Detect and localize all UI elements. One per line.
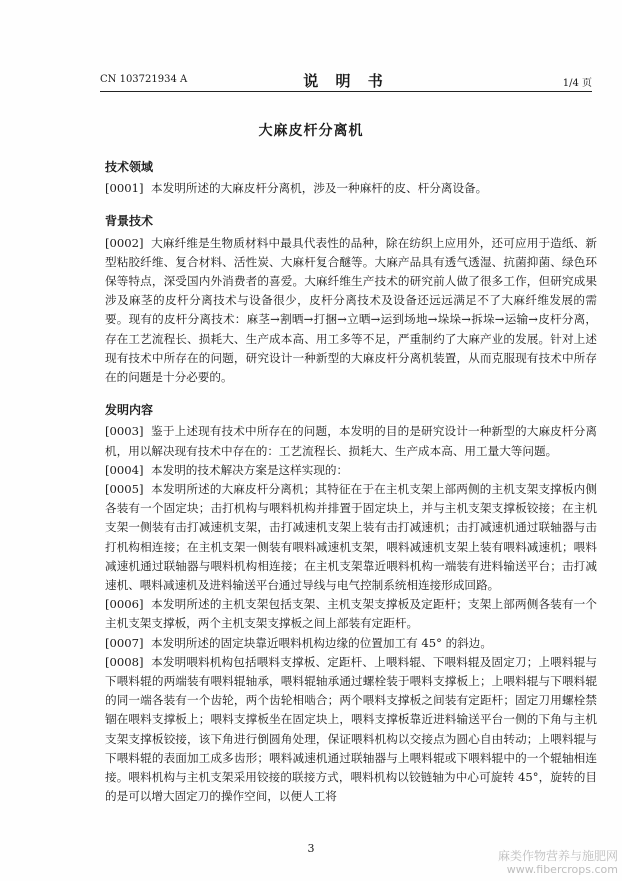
paragraph xyxy=(105,634,597,653)
paragraph-text: 本发明喂料机构包括喂料支撑板、定距杆、上喂料辊、下喂料辊及固定刀；上喂料辊与下喂料辊的两端装有喂料辊轴承，喂料辊轴承通过螺栓装于喂料支撑板上；上喂料辊与下喂料辊的同一端各装有一个齿轮，两个齿轮相啮合；两个喂料支撑板之间装有定距杆；固定刀用螺栓禁锢在喂料支撑板上；喂料支撑板坐在固定块上，喂料支撑板靠近进料输送平台一侧的下角与主机支架支撑板铰接，该下角进行倒圆角处理，保证喂料机构以交接点为圆心自由转动；上喂料辊与下喂料辊的表面加工成多齿形；喂料减速机通过联轴器与上喂料辊或下喂料辊中的一个辊轴相连接。喂料机构与主机支架采用铰接的联接方式，喂料机构以铰链轴为中心可旋转 45°，旋转的目的是可以增大固定刀的操作空间，以便人工将 xyxy=(105,654,597,804)
paragraph-number: [0007] xyxy=(105,635,144,650)
document-body xyxy=(105,152,597,807)
paragraph-number: [0003] xyxy=(105,424,144,439)
page-number: 3 xyxy=(307,842,315,855)
paragraph-text: 鉴于上述现有技术中所存在的问题，本发明的目的是研究设计一种新型的大麻皮杆分离机，用以解决现有技术中存在的：工艺流程长、损耗大、生产成本高、用工量大等问题。 xyxy=(105,424,597,458)
page-header xyxy=(100,70,592,92)
page-info: 1/4 页 xyxy=(562,78,592,89)
paragraph-number: [0006] xyxy=(105,597,144,612)
paragraph xyxy=(105,480,597,595)
paragraph-number: [0008] xyxy=(105,654,144,669)
paragraph-text: 本发明的技术解决方案是这样实现的： xyxy=(151,462,349,477)
paragraph xyxy=(105,234,597,388)
watermark xyxy=(498,849,618,877)
paragraph-text: 本发明所述的主机支架包括支架、主机支架支撑板及定距杆；支架上部两侧各装有一个主机支架支撑板，两个主机支架支撑板之间上部装有定距杆。 xyxy=(105,597,597,631)
paragraph-text: 大麻纤维是生物质材料中最具代表性的品种，除在纺织上应用外，还可应用于造纸、新型粘胶纤维、复合材料、活性炭、大麻杆复合醚等。大麻产品具有透气透湿、抗菌抑菌、绿色环保等特点，深受国内外消费者的喜爱。大麻纤维生产技术的研究前人做了很多工作，但研究成果涉及麻茎的皮杆分离技术与设备很少，皮杆分离技术及设备还远远满足不了大麻纤维发展的需要。现有的皮杆分离技术：麻茎→割晒→打捆→立晒→运到场地→垛垛→拆垛→运输→皮杆分离，存在工艺流程长、损耗大、生产成本高、用工多等不足，严重制约了大麻产业的发展。针对上述现有技术中所存在的问题，研究设计一种新型的大麻皮杆分离机装置，从而克服现有技术中所存在的问题是十分必要的。 xyxy=(105,235,597,385)
document-title: 大麻皮杆分离机 xyxy=(258,123,364,139)
paragraph xyxy=(105,461,597,480)
paragraph xyxy=(105,422,597,460)
paragraph-number: [0004] xyxy=(105,462,144,477)
paragraph-number: [0002] xyxy=(105,235,144,250)
paragraph-number: [0001] xyxy=(105,181,144,196)
section-heading: 背景技术 xyxy=(105,214,154,229)
paragraph xyxy=(105,653,597,807)
header-title: 说 明 书 xyxy=(303,72,389,90)
paragraph-text: 本发明所述的固定块靠近喂料机构边缘的位置加工有 45° 的斜边。 xyxy=(151,635,492,650)
watermark-site-name: 麻类作物营养与施肥网 xyxy=(497,849,618,863)
doc-number: CN 103721934 A xyxy=(100,74,188,85)
paragraph xyxy=(105,179,597,198)
paragraph-text: 本发明所述的大麻皮杆分离机；其特征在于在主机支架上部两侧的主机支架支撑板内侧各装有一个固定块；击打机构与喂料机构并排置于固定块上，并与主机支架支撑板铰接；在主机支架一侧装有击打减速机支架，击打减速机支架上装有击打减速机；击打减速机通过联轴器与击打机构相连接；在主机支架一侧装有喂料减速机支架，喂料减速机支架上装有喂料减速机；喂料减速机通过联轴器与喂料机构相连接；在主机支架靠近喂料机构一端装有进料输送平台；击打减速机、喂料减速机及进料输送平台通过导线与电气控制系统相连接形成回路。 xyxy=(105,482,597,593)
section-heading: 技术领域 xyxy=(105,160,154,174)
paragraph xyxy=(105,595,597,633)
section-heading: 发明内容 xyxy=(105,403,154,418)
paragraph-text: 本发明所述的大麻皮杆分离机，涉及一种麻杆的皮、杆分离设备。 xyxy=(151,181,488,196)
paragraph-number: [0005] xyxy=(105,482,144,497)
watermark-url: www.fibercrops.com xyxy=(506,863,618,876)
